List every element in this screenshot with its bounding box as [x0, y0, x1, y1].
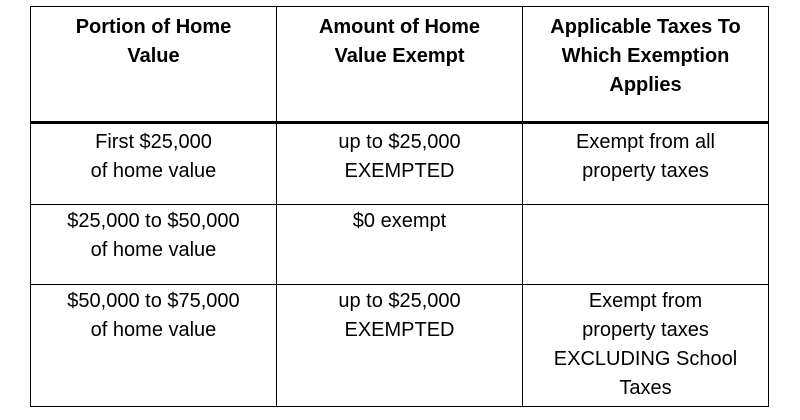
cell-portion: First $25,000 of home value: [31, 123, 277, 205]
cell-portion: $25,000 to $50,000 of home value: [31, 205, 277, 285]
homestead-exemption-table: [30, 6, 769, 407]
table-row: [31, 285, 769, 407]
cell-amount-exempt: $0 exempt: [277, 205, 523, 285]
exemption-table-container: [30, 6, 768, 407]
header-row: [31, 7, 769, 123]
table-row: [31, 205, 769, 285]
header-applicable-taxes: Applicable Taxes To Which Exemption Applies: [523, 7, 769, 123]
cell-applicable-taxes: Exempt from all property taxes: [523, 123, 769, 205]
header-amount-exempt: Amount of Home Value Exempt: [277, 7, 523, 123]
cell-applicable-taxes: Exempt from property taxes EXCLUDING School Taxes: [523, 285, 769, 407]
cell-amount-exempt: up to $25,000 EXEMPTED: [277, 123, 523, 205]
header-portion-of-home-value: Portion of Home Value: [31, 7, 277, 123]
table-row: [31, 123, 769, 205]
cell-portion: $50,000 to $75,000 of home value: [31, 285, 277, 407]
cell-applicable-taxes-empty: [523, 205, 769, 285]
cell-amount-exempt: up to $25,000 EXEMPTED: [277, 285, 523, 407]
